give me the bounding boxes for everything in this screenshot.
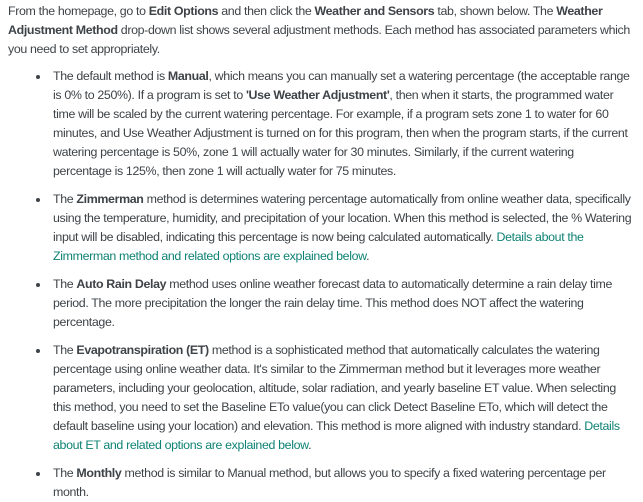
bold-text: Weather and Sensors bbox=[314, 4, 435, 18]
bold-text: Weather Adjustment Method bbox=[8, 4, 603, 37]
text-run: method is determines watering percentage automatically from online weather data, specifically using the temperature, humidity, and precipitation of your location. When this method is selected, the % Watering input will be disabled, indicating this percentage is now being calculated automatically. bbox=[53, 192, 632, 244]
list-item-manual-method bbox=[50, 67, 635, 181]
text-run: The bbox=[53, 277, 77, 291]
text-run: The default method is bbox=[53, 69, 168, 83]
text-run: method is a sophisticated method that automatically calculates the watering percentage using online weather data. It's similar to the Zimmerman method but it leverages more weather parameters, including your geolocation, altitude, solar radiation, and yearly baseline ET value. When selecting this method, you need to set the Baseline ETo value(you can click Detect Baseline ETo, which will detect the default baseline using your location) and elevation. This method is more aligned with industry standard. bbox=[53, 343, 616, 433]
list-item-zimmerman-method bbox=[50, 190, 635, 266]
bold-text: Auto Rain Delay bbox=[76, 277, 167, 291]
bold-text: Edit Options bbox=[148, 4, 219, 18]
text-run: The bbox=[53, 466, 77, 480]
text-run: drop-down list shows several adjustment methods. Each method has associated parameters which you need to set appropriately. bbox=[8, 23, 630, 56]
list-item-auto-rain-delay-method bbox=[50, 275, 635, 332]
text-run: . bbox=[366, 249, 370, 263]
bold-text: Evapotranspiration (ET) bbox=[76, 343, 209, 357]
bold-text: Zimmerman bbox=[76, 192, 144, 206]
text-run: The bbox=[53, 343, 77, 357]
adjustment-method-list bbox=[8, 67, 635, 502]
bold-text: Monthly bbox=[76, 466, 122, 480]
text-run: tab, shown below. The bbox=[434, 4, 557, 18]
inline-link[interactable]: Details about the Zimmerman method and related options are explained below bbox=[53, 230, 584, 263]
text-run: The bbox=[53, 192, 77, 206]
text-run: , which means you can manually set a watering percentage (the acceptable range is 0% to 250%). If a program is set to bbox=[53, 69, 630, 102]
bold-text: Manual bbox=[167, 69, 209, 83]
intro-paragraph bbox=[8, 2, 635, 59]
list-item-evapotranspiration-method bbox=[50, 341, 635, 455]
text-run: method uses online weather forecast data to automatically determine a rain delay time period. The more precipitation the longer the rain delay time. This method does NOT affect the watering percentage. bbox=[53, 277, 612, 329]
text-run: , then when it starts, the programmed water time will be scaled by the current watering percentage. For example, if a program sets zone 1 to water for 60 minutes, and Use Weather Adjustment is turned on for this program, then when the program starts, if the current watering percentage is 50%, zone 1 will actually water for 30 minutes. Similarly, if the current watering percentage is 125%, then zone 1 will actually water for 75 minutes. bbox=[53, 88, 628, 178]
text-run: From the homepage, go to bbox=[8, 4, 149, 18]
bold-text: 'Use Weather Adjustment' bbox=[245, 88, 390, 102]
inline-link[interactable]: Details about ET and related options are explained below bbox=[53, 419, 620, 452]
text-run: method is similar to Manual method, but allows you to specify a fixed watering percentage per month. bbox=[53, 466, 606, 499]
list-item-monthly-method bbox=[50, 464, 635, 502]
text-run: . bbox=[308, 438, 312, 452]
text-run: and then click the bbox=[218, 4, 315, 18]
